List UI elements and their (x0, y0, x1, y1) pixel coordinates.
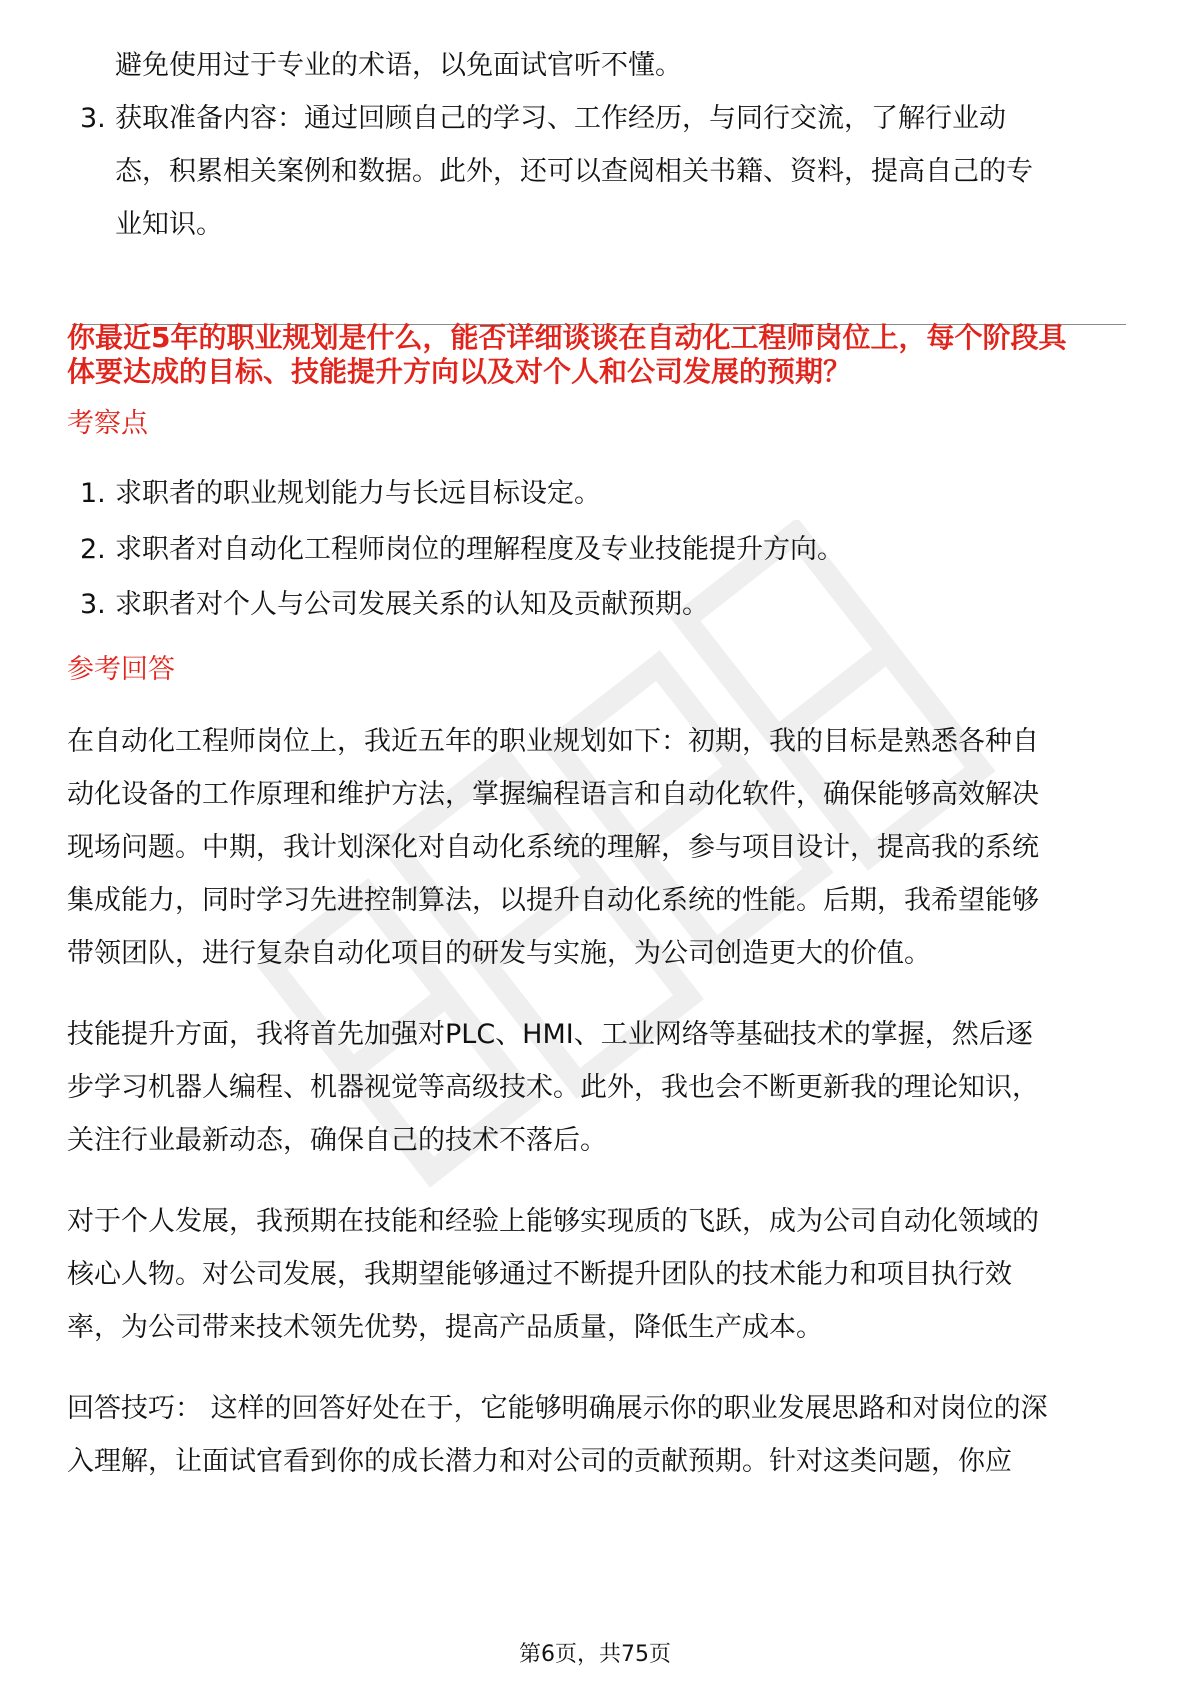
answer-para3-line-1: 对于个人发展，我预期在技能和经验上能够实现质的飞跃，成为公司自动化领域的 (67, 1206, 1039, 1237)
answer-heading: 参考回答 (67, 654, 175, 685)
answer-para3-line-3: 率，为公司带来技术领先优势，提高产品质量，降低生产成本。 (67, 1312, 823, 1343)
list-item-3-number: 3. (80, 103, 106, 134)
answer-tips-line-2: 入理解，让面试官看到你的成长潜力和对公司的贡献预期。针对这类问题，你应 (67, 1446, 1012, 1477)
assessment-item-1-number: 1. (80, 478, 106, 509)
question-line-1: 你最近5年的职业规划是什么，能否详细谈谈在自动化工程师岗位上，每个阶段具 (67, 321, 1067, 354)
answer-para1-line-3: 现场问题。中期，我计划深化对自动化系统的理解，参与项目设计，提高我的系统 (67, 832, 1039, 863)
assessment-item-2-text: 求职者对自动化工程师岗位的理解程度及专业技能提升方向。 (115, 534, 844, 565)
page-number: 第6页，共75页 (519, 1642, 671, 1667)
answer-tips-line-1: 回答技巧： 这样的回答好处在于，它能够明确展示你的职业发展思路和对岗位的深 (67, 1393, 1048, 1424)
assessment-item-3-text: 求职者对个人与公司发展关系的认知及贡献预期。 (115, 589, 709, 620)
answer-para1-line-5: 带领团队，进行复杂自动化项目的研发与实施，为公司创造更大的价值。 (67, 938, 931, 969)
answer-para1-line-2: 动化设备的工作原理和维护方法，掌握编程语言和自动化软件，确保能够高效解决 (67, 779, 1039, 810)
list-item-3-line-3: 业知识。 (115, 209, 223, 240)
assessment-heading: 考察点 (67, 408, 148, 439)
answer-para1-line-4: 集成能力，同时学习先进控制算法，以提升自动化系统的性能。后期，我希望能够 (67, 885, 1039, 916)
answer-para1-line-1: 在自动化工程师岗位上，我近五年的职业规划如下：初期，我的目标是熟悉各种自 (67, 726, 1039, 757)
assessment-item-2-number: 2. (80, 534, 106, 565)
assessment-item-1-text: 求职者的职业规划能力与长远目标设定。 (115, 478, 601, 509)
list-item-2-tail: 避免使用过于专业的术语，以免面试官听不懂。 (115, 50, 682, 81)
answer-para2-line-2: 步学习机器人编程、机器视觉等高级技术。此外，我也会不断更新我的理论知识， (67, 1072, 1039, 1103)
answer-para2-line-3: 关注行业最新动态，确保自己的技术不落后。 (67, 1125, 607, 1156)
answer-para2-line-1: 技能提升方面，我将首先加强对PLC、HMI、工业网络等基础技术的掌握，然后逐 (67, 1019, 1033, 1050)
question-line-2: 体要达成的目标、技能提升方向以及对个人和公司发展的预期？ (67, 355, 852, 388)
list-item-3-line-1: 获取准备内容：通过回顾自己的学习、工作经历，与同行交流，了解行业动 (115, 103, 1006, 134)
watermark-graphic (230, 520, 1050, 1220)
assessment-item-3-number: 3. (80, 589, 106, 620)
answer-para3-line-2: 核心人物。对公司发展，我期望能够通过不断提升团队的技术能力和项目执行效 (67, 1259, 1012, 1290)
list-item-3-line-2: 态，积累相关案例和数据。此外，还可以查阅相关书籍、资料，提高自己的专 (115, 156, 1033, 187)
